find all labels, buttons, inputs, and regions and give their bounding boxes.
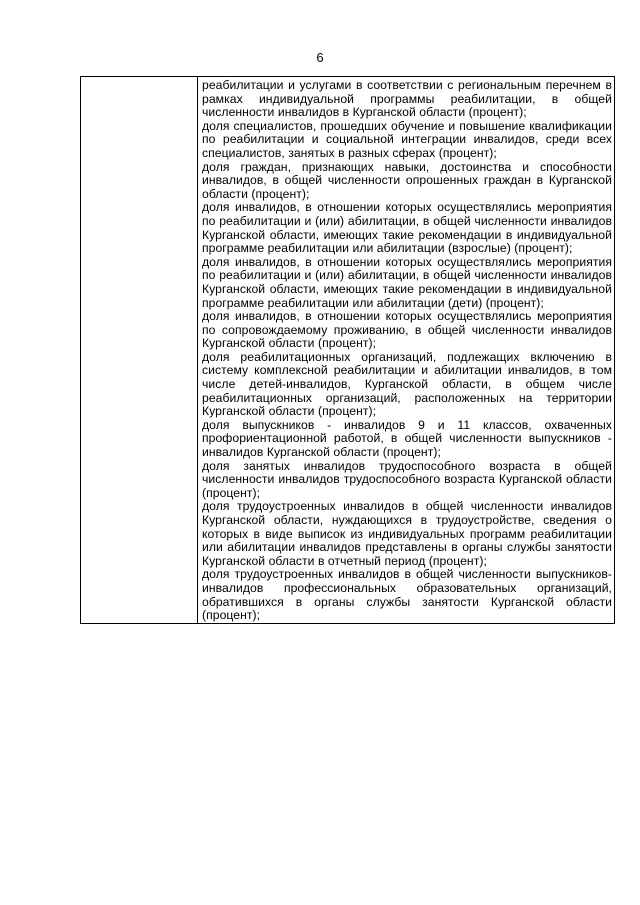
indicators-table xyxy=(80,76,615,624)
page-number: 6 xyxy=(316,50,324,65)
indicator-item: доля инвалидов, в отношении которых осуществлялись мероприятия по сопровождаемому проживанию, в общей численности инвалидов Курганской области (процент); xyxy=(202,309,612,351)
indicators-cell xyxy=(198,77,615,624)
indicator-item: доля трудоустроенных инвалидов в общей численности выпускников-инвалидов профессиональных образовательных организаций, обратившихся в органы службы занятости Курганской области (процент); xyxy=(202,567,612,623)
empty-left-cell xyxy=(81,77,198,624)
indicator-item: доля инвалидов, в отношении которых осуществлялись мероприятия по реабилитации и (или) абилитации, в общей численности инвалидов Курганской области, имеющих такие рекомендации в индивидуальной программе реабилитации или абилитации (взрослые) (процент); xyxy=(202,200,612,256)
indicator-item: доля занятых инвалидов трудоспособного возраста в общей численности инвалидов трудоспособного возраста Курганской области (процент); xyxy=(202,458,612,500)
indicator-item: доля реабилитационных организаций, подлежащих включению в систему комплексной реабилитации и абилитации инвалидов, в том числе детей-инвалидов, Курганской области, в общем числе реабилитационных организаций, расположенных на территории Курганской области (процент); xyxy=(202,349,612,419)
indicator-item: доля выпускников - инвалидов 9 и 11 классов, охваченных профориентационной работой, в общей численности выпускников - инвалидов Курганской области (процент); xyxy=(202,417,612,460)
indicator-item: доля граждан, признающих навыки, достоинства и способности инвалидов, в общей численности опрошенных граждан в Курганской области (процент); xyxy=(202,159,612,201)
indicator-item: доля трудоустроенных инвалидов в общей численности инвалидов Курганской области, нуждающихся в трудоустройстве, сведения о которых в виде выписок из индивидуальных программ реабилитации или абилитации инвалидов представлены в органы службы занятости Курганской области в отчетный период (процент); xyxy=(202,499,612,568)
table-row xyxy=(81,77,615,624)
indicator-item: доля инвалидов, в отношении которых осуществлялись мероприятия по реабилитации и (или) абилитации, в общей численности инвалидов Курганской области, имеющих такие рекомендации в индивидуальной программе реабилитации или абилитации (дети) (процент); xyxy=(202,254,612,310)
indicator-item: доля специалистов, прошедших обучение и повышение квалификации по реабилитации и социальной интеграции инвалидов, среди всех специалистов, занятых в разных сферах (процент); xyxy=(202,118,612,160)
indicator-item: реабилитации и услугами в соответствии с региональным перечнем в рамках индивидуальной программы реабилитации, в общей численности инвалидов в Курганской области (процент); xyxy=(202,78,612,120)
